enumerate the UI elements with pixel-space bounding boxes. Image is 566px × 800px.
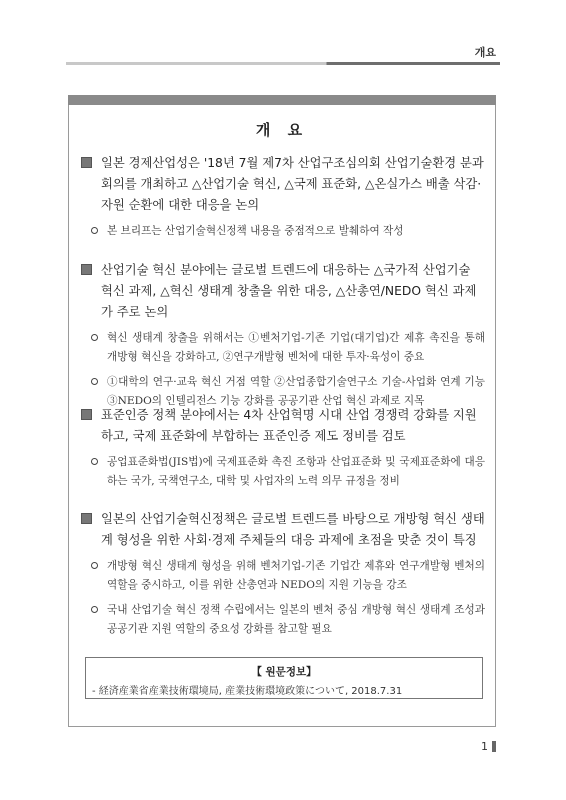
- header-rule: [66, 62, 500, 65]
- circle-bullet-icon: [91, 334, 98, 341]
- main-point-text: 산업기술 혁신 분야에는 글로벌 트렌드에 대응하는 △국가적 산업기술 혁신 과제, △혁신 생태계 창출을 위한 대응, △산총연/NEDO 혁신 과제가 주로 논의: [101, 263, 477, 319]
- main-point: [81, 260, 485, 323]
- sub-point: [81, 329, 485, 367]
- sub-point-text: 혁신 생태계 창출을 위해서는 ①벤처기업-기존 기업(대기업)간 제휴 촉진을 통해 개방형 혁신을 강화하고, ②연구개발형 벤처에 대한 투자·육성이 중요: [107, 332, 485, 363]
- main-point: [81, 405, 485, 447]
- square-bullet-icon: [81, 264, 92, 275]
- source-citation: - 経済産業省産業技術環境局, 産業技術環境政策について, 2018.7.31: [92, 686, 403, 697]
- circle-bullet-icon: [91, 378, 98, 385]
- section-header-label: 개요: [474, 46, 496, 59]
- sub-point-text: 국내 산업기술 혁신 정책 수립에서는 일본의 벤처 중심 개방형 혁신 생태계 조성과 공공기관 지원 역할의 중요성 강화를 참고할 필요: [107, 604, 485, 635]
- square-bullet-icon: [81, 513, 92, 524]
- circle-bullet-icon: [91, 227, 98, 234]
- summary-section-3: [81, 405, 485, 491]
- sub-point: [81, 557, 485, 595]
- summary-box: [68, 95, 496, 727]
- source-info-title: 【 원문정보】: [251, 666, 317, 678]
- main-point-text: 일본 경제산업성은 '18년 7월 제7차 산업구조심의회 산업기술환경 분과회의를 개최하고 △산업기술 혁신, △국제 표준화, △온실가스 배출 삭감·자원 순환에 대한 대응을 논의: [101, 156, 484, 212]
- page-number: 1: [481, 740, 488, 753]
- summary-section-2: [81, 260, 485, 411]
- summary-box-top-bar: [68, 95, 496, 105]
- sub-point: [81, 222, 485, 241]
- source-info-box: [85, 657, 483, 699]
- page-marker: [492, 741, 496, 752]
- sub-point-text: 개방형 혁신 생태계 형성을 위해 벤처기업-기존 기업간 제휴와 연구개발형 벤처의 역할을 중시하고, 이를 위한 산총연과 NEDO의 지원 기능을 강조: [107, 560, 485, 591]
- circle-bullet-icon: [91, 606, 98, 613]
- sub-point: [81, 601, 485, 639]
- circle-bullet-icon: [91, 562, 98, 569]
- sub-point-text: ①대학의 연구·교육 혁신 거점 역할 ②산업종합기술연구소 기술-사업화 연계 기능 ③NEDO의 인텔리전스 기능 강화를 공공기관 산업 혁신 과제로 지목: [107, 376, 485, 407]
- square-bullet-icon: [81, 409, 92, 420]
- main-point: [81, 153, 485, 216]
- sub-point-text: 본 브리프는 산업기술혁신정책 내용을 중점적으로 발췌하여 작성: [107, 225, 404, 237]
- main-point-text: 일본의 산업기술혁신정책은 글로벌 트렌드를 바탕으로 개방형 혁신 생태계 형성을 위한 사회·경제 주체들의 대응 과제에 초점을 맞춘 것이 특징: [101, 512, 485, 547]
- square-bullet-icon: [81, 157, 92, 168]
- summary-title: 개 요: [255, 121, 309, 139]
- sub-point: [81, 453, 485, 491]
- summary-section-4: [81, 509, 485, 639]
- summary-section-1: [81, 153, 485, 241]
- sub-point-text: 공업표준화법(JIS법)에 국제표준화 촉진 조항과 산업표준화 및 국제표준화에 대응하는 국가, 국책연구소, 대학 및 사업자의 노력 의무 규정을 정비: [107, 456, 485, 487]
- main-point-text: 표준인증 정책 분야에서는 4차 산업혁명 시대 산업 경쟁력 강화를 지원하고, 국제 표준화에 부합하는 표준인증 제도 정비를 검토: [101, 408, 477, 443]
- main-point: [81, 509, 485, 551]
- circle-bullet-icon: [91, 458, 98, 465]
